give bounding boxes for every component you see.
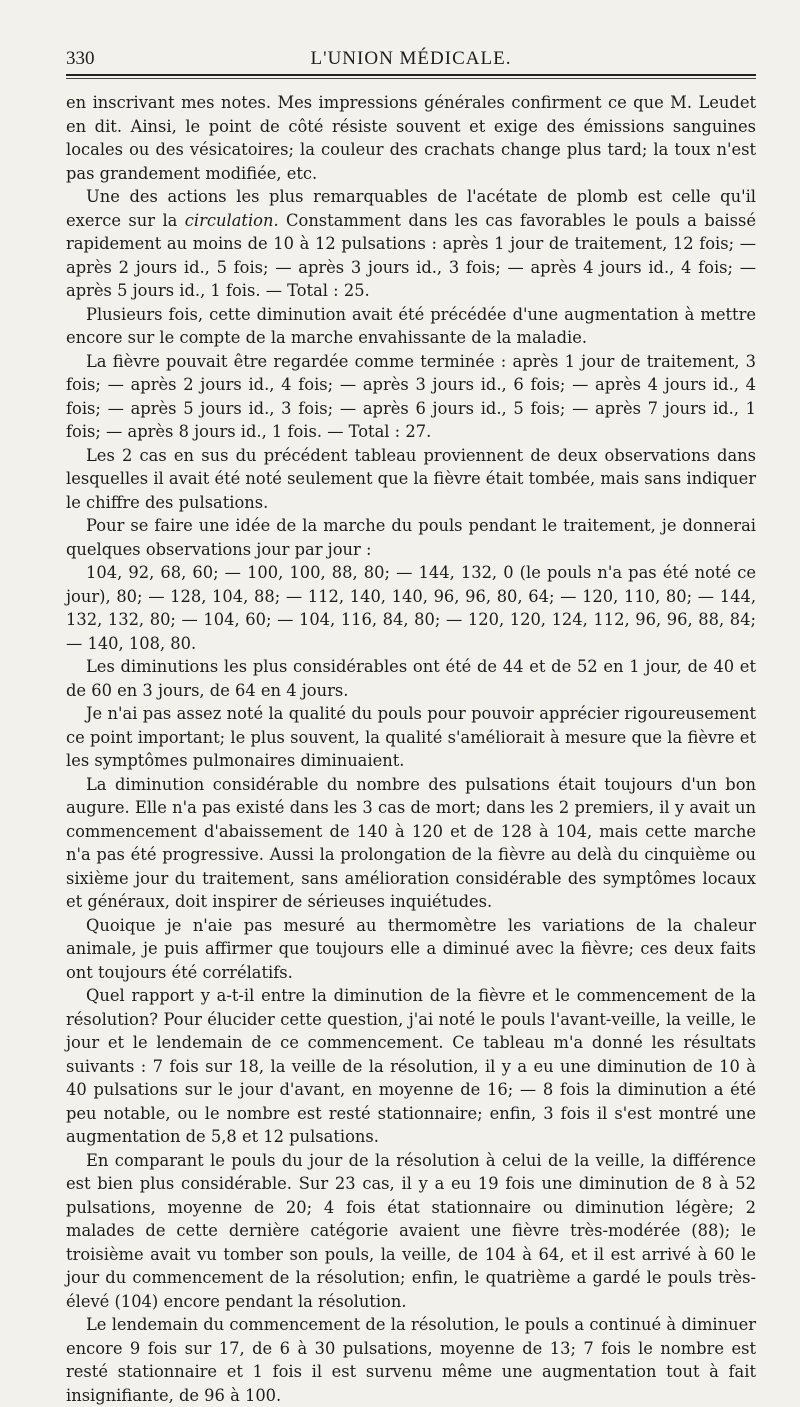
paragraph-12: Quel rapport y a-t-il entre la diminution de la fièvre et le commencement de la résolution? Pour élucider cette question, j'ai noté le pouls l'avant-veille, la veille, le jour et le lendemain de ce commencement. Ce tableau m'a donné les résultats suivants : 7 fois sur 18, la veille de la résolution, il y a eu une diminution de 10 à 40 pulsations sur le jour d'avant, en moyenne de 16; — 8 fois la diminution a été peu notable, ou le nombre est resté stationnaire; enfin, 3 fois il s'est montré une augmentation de 5,8 et 12 pulsations. — [66, 986, 756, 1146]
paragraph-6: Pour se faire une idée de la marche du pouls pendant le traitement, je donnerai quelques observations jour par jour : — [66, 516, 756, 559]
paragraph-13: En comparant le pouls du jour de la résolution à celui de la veille, la différence est bien plus considérable. Sur 23 cas, il y a eu 19 fois une diminution de 8 à 52 pulsations, moyenne de 20; 4 fois état stationnaire ou diminution légère; 2 malades de cette dernière catégorie avaient une fièvre très-modérée (88); le troisième avait vu tomber son pouls, la veille, de 104 à 64, et il est arrivé à 60 le jour du commencement de la résolution; enfin, le quatrième a gardé le pouls très-élevé (104) encore pendant la résolution. — [66, 1150, 756, 1311]
article-body — [66, 91, 756, 1407]
emphasis-circulation: circulation. — [184, 210, 279, 230]
page — [66, 40, 756, 1407]
paragraph-2: Une des actions les plus remarquables de l'acétate de plomb est celle qu'il exerce sur la circulation. Constamment dans les cas favorables le pouls a baissé rapidement au moins de 10 à 12 pulsations : après 1 jour de traitement, 12 fois; — après 2 jours id., 5 fois; — après 3 jours id., 3 fois; — après 4 jours id., 4 fois; — après 5 jours id., 1 fois. — Total : 25. — [66, 187, 756, 300]
page-number: 330 — [66, 48, 95, 69]
paragraph-8: Les diminutions les plus considérables ont été de 44 et de 52 en 1 jour, de 40 et de 60 en 3 jours, de 64 en 4 jours. — [66, 657, 756, 700]
paragraph-4: La fièvre pouvait être regardée comme terminée : après 1 jour de traitement, 3 fois; — après 2 jours id., 4 fois; — après 3 jours id., 6 fois; — après 4 jours id., 4 fois; — après 5 jours id., 3 fois; — après 6 jours id., 5 fois; — après 7 jours id., 1 fois; — après 8 jours id., 1 fois. — Total : 27. — [66, 351, 756, 441]
paragraph-14: Le lendemain du commencement de la résolution, le pouls a continué à diminuer encore 9 fois sur 17, de 6 à 30 pulsations, moyenne de 13; 7 fois le nombre est resté stationnaire et 1 fois il est survenu même une augmentation tout à fait insignifiante, de 96 à 100. — [66, 1315, 756, 1405]
paragraph-1: en inscrivant mes notes. Mes impressions générales confirment ce que M. Leudet en dit. Ainsi, le point de côté résiste souvent et exige des émissions sanguines locales ou des vésicatoires; la couleur des crachats change plus tard; la toux n'est pas grandement modifiée, etc. — [66, 93, 756, 183]
page-header — [66, 40, 756, 76]
paragraph-10: La diminution considérable du nombre des pulsations était toujours d'un bon augure. Elle n'a pas existé dans les 3 cas de mort; dans les 2 premiers, il y avait un commencement d'abaissement de 140 à 120 et de 128 à 104, mais cette marche n'a pas été progressive. Aussi la prolongation de la fièvre au delà du cinquième ou sixième jour du traitement, sans amélioration considérable des symptômes locaux et généraux, doit inspirer de sérieuses inquiétudes. — [66, 774, 756, 911]
paragraph-7: 104, 92, 68, 60; — 100, 100, 88, 80; — 144, 132, 0 (le pouls n'a pas été noté ce jour), 80; — 128, 104, 88; — 112, 140, 140, 96, 96, 80, 64; — 120, 110, 80; — 144, 132, 132, 80; — 104, 60; — 104, 116, 84, 80; — 120, 120, 124, 112, 96, 96, 88, 84; — 140, 108, 80. — [66, 563, 756, 653]
paragraph-3: Plusieurs fois, cette diminution avait été précédée d'une augmentation à mettre encore sur le compte de la marche envahissante de la maladie. — [66, 304, 756, 347]
running-title: L'UNION MÉDICALE. — [310, 48, 512, 69]
header-rule — [66, 78, 756, 79]
paragraph-11: Quoique je n'aie pas mesuré au thermomètre les variations de la chaleur animale, je puis affirmer que toujours elle a diminué avec la fièvre; ces deux faits ont toujours été corrélatifs. — [66, 915, 756, 982]
paragraph-9: Je n'ai pas assez noté la qualité du pouls pour pouvoir apprécier rigoureusement ce point important; le plus souvent, la qualité s'améliorait à mesure que la fièvre et les symptômes pulmonaires diminuaient. — [66, 704, 756, 770]
paragraph-5: Les 2 cas en sus du précédent tableau proviennent de deux observations dans lesquelles il avait été noté seulement que la fièvre était tombée, mais sans indiquer le chiffre des pulsations. — [66, 445, 757, 512]
